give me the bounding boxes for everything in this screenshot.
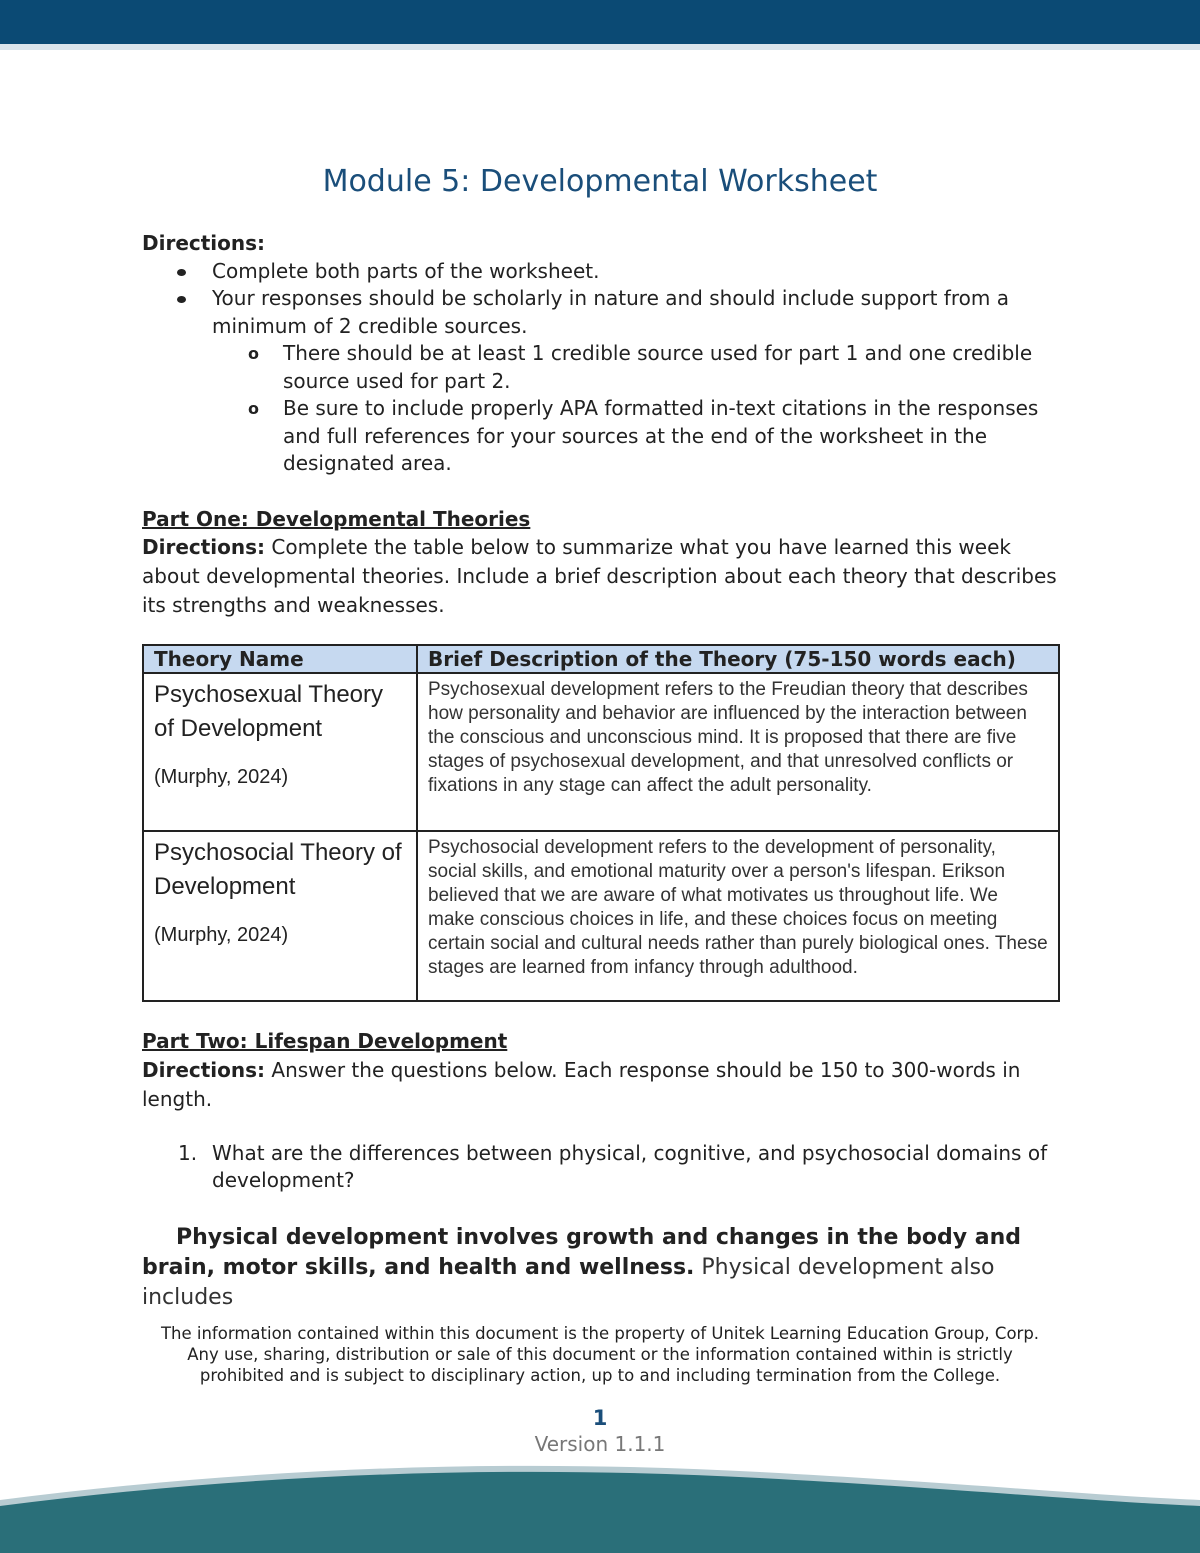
theory-citation: (Murphy, 2024) [154,766,289,788]
directions-label: Directions: [142,231,266,255]
page-number: 1 [592,1406,608,1430]
table-row [143,831,1059,1001]
theory-description: Psychosexual development refers to the Freudian theory that describes how personality and behavior are influenced by the interaction between the conscious and unconscious mind. It is proposed that there are five stages of psychosexual development, and that unresolved conflicts or fixations in any stage can affect the adult personality. [417,673,1059,831]
part-two-directions-text: Answer the questions below. Each response should be 150 to 300-words in length. [142,1057,1021,1111]
footer-wave [0,1460,1200,1553]
document-title: Module 5: Developmental Worksheet [322,164,878,199]
theory-table [142,644,1060,1002]
question-text: What are the differences between physical, cognitive, and psychosocial domains of development? [212,1140,1048,1192]
part-one-directions [142,533,1060,620]
directions-bullet-text: Your responses should be scholarly in nature and should include support from a minimum of 2 credible sources. [212,286,1009,338]
theory-description-header: Brief Description of the Theory (75-150 words each) [417,645,1059,673]
footer-notice: The information contained within this document is the property of Unitek Learning Education Group, Corp. Any use, sharing, distribution or sale of this document or the information contained within is strictly prohibited and is subject to disciplinary action, up to and including termination from the College. [160,1324,1040,1385]
part-one-heading: Part One: Developmental Theories [142,506,531,531]
theory-name: Psychosocial Theory of Development [154,839,402,900]
header-bar [0,0,1200,44]
answer-text: Physical development also includes [142,1254,995,1310]
version-label: Version 1.1.1 [534,1432,666,1456]
theory-citation: (Murphy, 2024) [154,924,289,946]
directions-sublist [142,340,1060,478]
answer-paragraph [142,1223,1060,1313]
table-row [143,673,1059,831]
theory-name-cell [143,831,417,1001]
document-body [142,230,1060,1313]
directions-sub-bullet: o Be sure to include properly APA formatted in-text citations in the responses and full references for your sources at the end of the worksheet in the designated area. [142,395,1060,478]
question-item [142,1140,1060,1195]
header-bar-shadow [0,44,1200,50]
theory-name: Psychosexual Theory of Development [154,681,384,742]
part-one-directions-text: Complete the table below to summarize what you have learned this week about developmental theories. Include a brief description about each theory that describes its strengths and weaknesses. [142,535,1057,617]
part-two-directions-label: Directions: [142,1057,266,1082]
directions-bullet [142,285,1060,478]
directions-bullet: Complete both parts of the worksheet. [142,258,1060,286]
question-number: 1. [178,1140,198,1165]
directions-list [142,258,1060,478]
answer-bold-text: Physical development involves growth and changes in the body and brain, motor skills, and health and wellness. [142,1224,1021,1280]
theory-description: Psychosocial development refers to the development of personality, social skills, and emotional maturity over a person's lifespan. Erikson believed that we are aware of what motivates us throughout life. We make conscious choices in life, and these choices focus on meeting certain social and cultural needs rather than purely biological ones. These stages are learned from infancy through adulthood. [417,831,1059,1001]
part-one-directions-label: Directions: [142,535,266,559]
directions-sub-bullet: o There should be at least 1 credible source used for part 1 and one credible source used for part 2. [142,340,1060,395]
part-two-directions [142,1056,1060,1114]
part-two-heading: Part Two: Lifespan Development [142,1029,508,1053]
question-list [142,1140,1060,1195]
theory-name-cell [143,673,417,831]
theory-table-header [143,645,1059,673]
theory-name-header: Theory Name [143,645,417,673]
